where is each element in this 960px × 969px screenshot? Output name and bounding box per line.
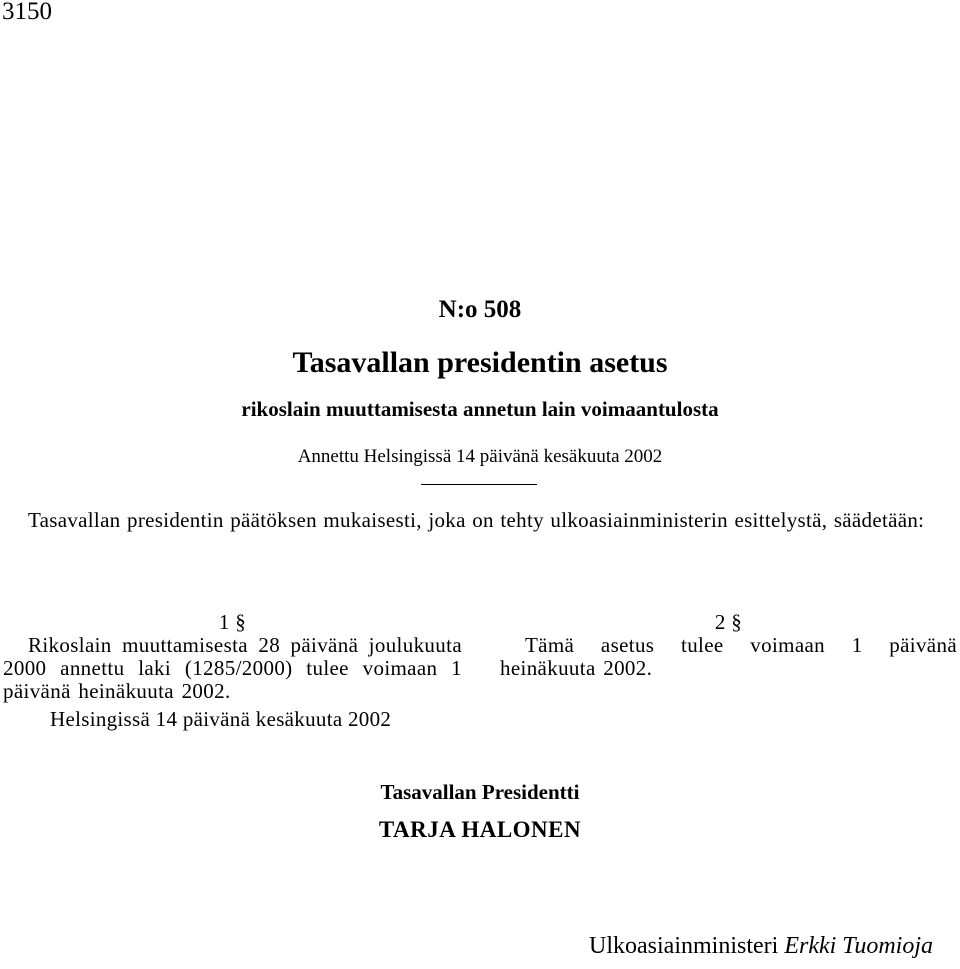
issued-date-line: Annettu Helsingissä 14 päivänä kesäkuuta 2002 [297,446,663,467]
minister-role: Ulkoasiainministeri [589,933,779,959]
section-1-heading: 1 § [218,610,247,634]
minister-name: Erkki Tuomioja [784,933,933,959]
section-1 [3,611,462,703]
signatory-title: Tasavallan Presidentti [380,780,580,804]
section-2 [500,611,957,680]
section-2-heading: 2 § [714,610,743,634]
preamble-paragraph: Tasavallan presidentin päätöksen mukaisesti, joka on tehty ulkoasiainministerin esittelystä, säädetään: [28,508,925,532]
section-1-text: Rikoslain muuttamisesta 28 päivänä joulukuuta 2000 annettu laki (1285/2000) tulee voimaan 1 päivänä heinäkuuta 2002. [3,633,462,703]
signing-place-date: Helsingissä 14 päivänä kesäkuuta 2002 [50,707,392,731]
section-2-text: Tämä asetus tulee voimaan 1 päivänä heinäkuuta 2002. [500,633,957,680]
document-title: Tasavallan presidentin asetus [292,346,668,379]
document-subtitle: rikoslain muuttamisesta annetun lain voimaantulosta [241,397,719,421]
title-divider [421,484,537,485]
document-number: N:o 508 [438,296,522,323]
page-number: 3150 [2,0,52,25]
countersignature-line [589,933,933,960]
signatory-name: TARJA HALONEN [378,817,582,842]
